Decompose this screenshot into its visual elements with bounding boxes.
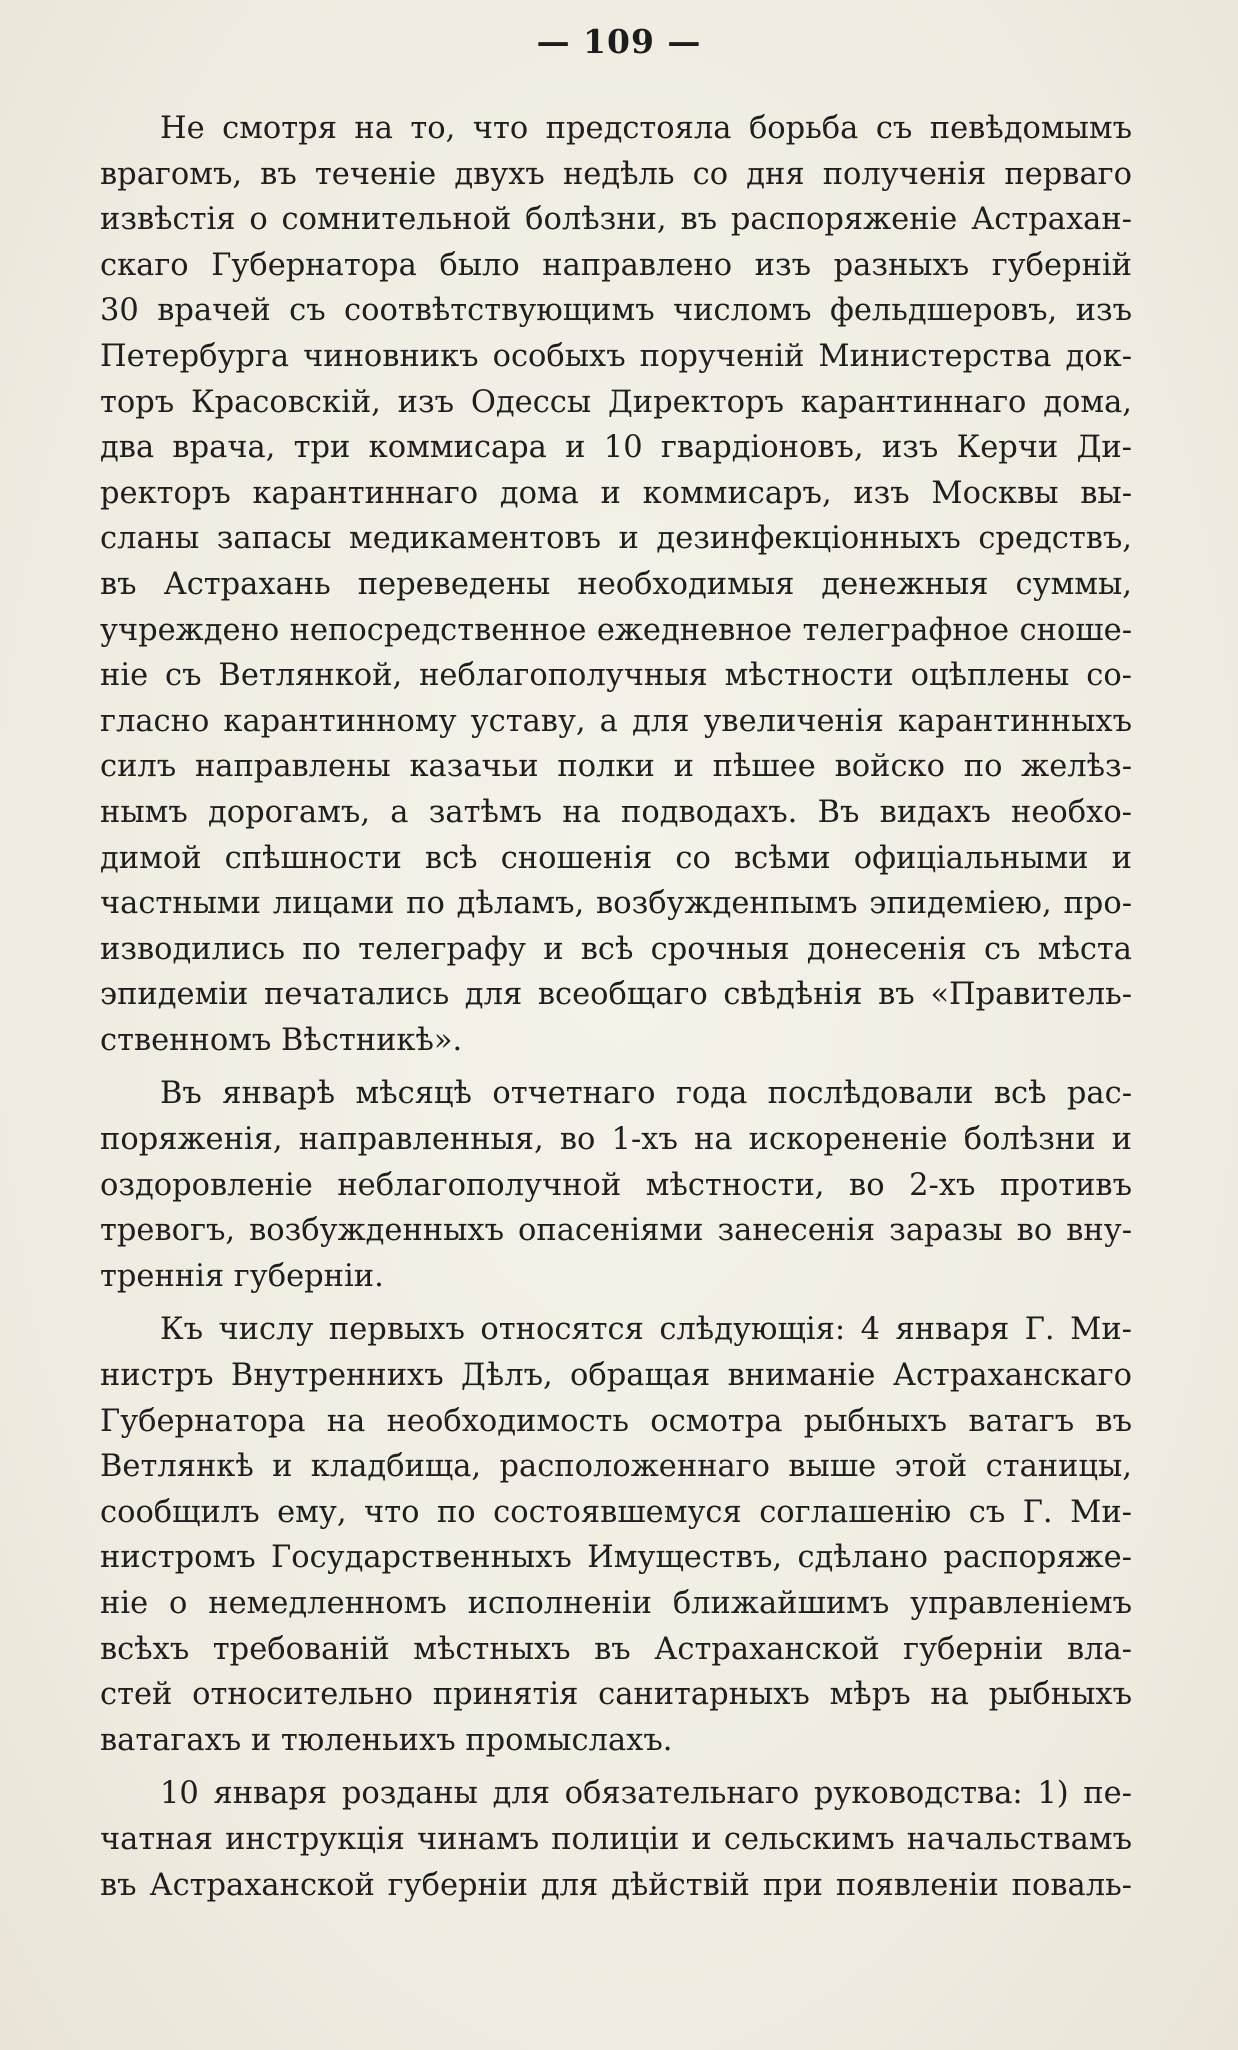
text-line: тревогъ, возбужденныхъ опасеніями занесенія заразы во вну-	[100, 1213, 1132, 1249]
text-line: извѣстія о сомнительной болѣзни, въ распоряженіе Астрахан-	[100, 202, 1132, 238]
text-line: торъ Красовскій, изъ Одессы Директоръ карантиннаго дома,	[100, 384, 1132, 420]
text-line: стей относительно принятія санитарныхъ мѣръ на рыбныхъ	[100, 1677, 1132, 1713]
text-line: ректоръ карантиннаго дома и коммисаръ, изъ Москвы вы-	[100, 475, 1132, 511]
text-line: всѣхъ требованій мѣстныхъ въ Астраханской губерніи вла-	[100, 1631, 1132, 1667]
text-line: частными лицами по дѣламъ, возбужденпымъ эпидеміею, про-	[100, 886, 1132, 922]
text-line: въ Астраханской губерніи для дѣйствій при появленіи поваль-	[100, 1867, 1132, 1903]
text-line: учреждено непосредственное ежедневное телеграфное сноше-	[100, 612, 1132, 648]
text-line: два врача, три коммисара и 10 гвардіоновъ, изъ Керчи Ди-	[100, 430, 1132, 466]
text-line: скаго Губернатора было направлено изъ разныхъ губерній	[100, 247, 1132, 283]
text-line: силъ направлены казачьи полки и пѣшее войско по желѣз-	[100, 749, 1132, 785]
text-line: оздоровленіе неблагополучной мѣстности, во 2-хъ противъ	[100, 1167, 1132, 1203]
paragraph	[100, 106, 1132, 1063]
text-line: 30 врачей съ соотвѣтствующимъ числомъ фельдшеровъ, изъ	[100, 293, 1132, 329]
paragraph	[100, 1071, 1132, 1299]
text-line: димой спѣшности всѣ сношенія со всѣми офиціальными и	[100, 840, 1132, 876]
text-line: эпидеміи печатались для всеобщаго свѣдѣнія въ «Правитель-	[100, 977, 1132, 1013]
text-line: Къ числу первыхъ относятся слѣдующія: 4 января Г. Ми-	[160, 1312, 1132, 1348]
text-line: ственномъ Вѣстникѣ».	[100, 1022, 463, 1058]
text-line: сланы запасы медикаментовъ и дезинфекціонныхъ средствъ,	[100, 521, 1132, 557]
text-line: Ветлянкѣ и кладбища, расположеннаго выше этой станицы,	[100, 1449, 1132, 1485]
text-line: ніе о немедленномъ исполненіи ближайшимъ управленіемъ	[100, 1586, 1132, 1621]
text-line: ніе съ Ветлянкой, неблагополучныя мѣстности оцѣплены со-	[100, 658, 1132, 694]
text-line: изводились по телеграфу и всѣ срочныя донесенія съ мѣста	[100, 931, 1132, 967]
text-line: сообщилъ ему, что по состоявшемуся соглашенію съ Г. Ми-	[100, 1494, 1132, 1530]
text-line: чатная инструкція чинамъ полиціи и сельскимъ начальствамъ	[100, 1821, 1132, 1857]
text-line: Не смотря на то, что предстояла борьба съ певѣдомымъ	[160, 111, 1132, 146]
text-line: Губернатора на необходимость осмотра рыбныхъ ватагъ въ	[100, 1403, 1132, 1439]
text-line: поряженія, направленныя, во 1-хъ на искорененіе болѣзни и	[100, 1122, 1132, 1158]
paragraph	[100, 1771, 1132, 1908]
text-line: треннія губерніи.	[100, 1258, 384, 1294]
text-line: въ Астрахань переведены необходимыя денежныя суммы,	[100, 566, 1132, 602]
text-line: 10 января розданы для обязательнаго руководства: 1) пе-	[160, 1776, 1132, 1812]
text-line: врагомъ, въ теченіе двухъ недѣль со дня полученія перваго	[100, 156, 1132, 192]
text-line: Петербурга чиновникъ особыхъ порученій Министерства док-	[100, 338, 1132, 374]
paragraph	[100, 1307, 1132, 1763]
text-line: ватагахъ и тюленьихъ промыслахъ.	[100, 1722, 673, 1758]
text-line: нымъ дорогамъ, а затѣмъ на подводахъ. Въ видахъ необхо-	[100, 794, 1132, 830]
page-number: — 109 —	[536, 22, 702, 61]
text-line: гласно карантинному уставу, а для увеличенія карантинныхъ	[100, 703, 1132, 739]
text-line: нистръ Внутреннихъ Дѣлъ, обращая вниманіе Астраханскаго	[100, 1358, 1132, 1394]
body-text	[100, 106, 1132, 1908]
text-line: нистромъ Государственныхъ Имуществъ, сдѣлано распоряже-	[100, 1540, 1132, 1576]
text-line: Въ январѣ мѣсяцѣ отчетнаго года послѣдовали всѣ рас-	[160, 1076, 1132, 1112]
